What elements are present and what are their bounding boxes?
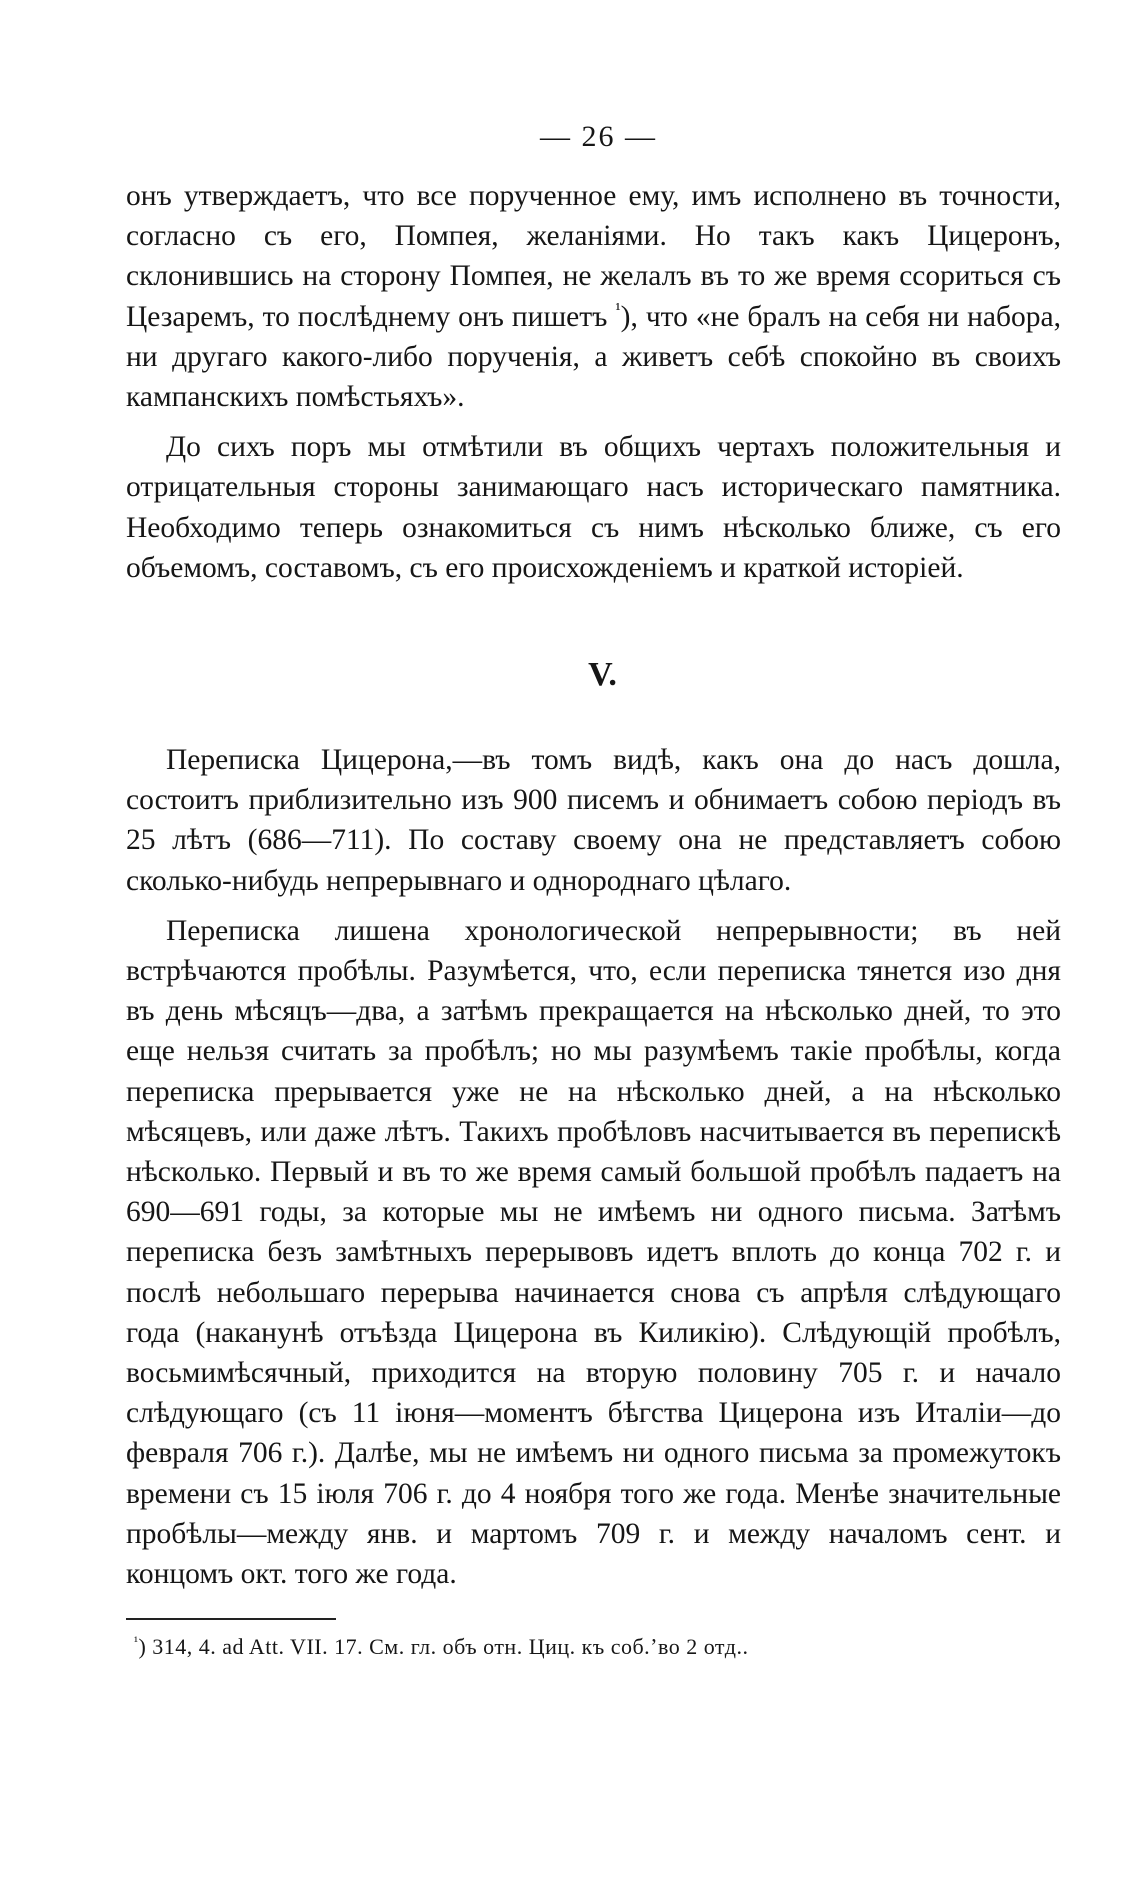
- paragraph: Переписка Цицерона,—въ томъ видѣ, какъ она до насъ дошла, состоитъ приблизительно изъ 900 писемъ и обнимаетъ собою періодъ въ 25 лѣтъ (686—711). По составу своему она не представляетъ собою сколько-нибудь непрерывнаго и однороднаго цѣлаго.: [126, 744, 1061, 897]
- paragraph: Переписка лишена хронологической непрерывности; въ ней встрѣчаются пробѣлы. Разумѣется, что, если переписка тянется изо дня въ день мѣсяцъ—два, а затѣмъ прекращается на нѣсколько дней, то это еще нельзя считать за пробѣлъ; но мы разумѣемъ такіе пробѣлы, когда переписка прерывается уже не на нѣсколько дней, а на нѣсколько мѣсяцевъ, или даже лѣтъ. Такихъ пробѣловъ насчитывается въ перепискѣ нѣсколько. Первый и въ то же время самый большой пробѣлъ падаетъ на 690—691 годы, за которые мы не имѣемъ ни одного письма. Затѣмъ переписка безъ замѣтныхъ перерывовъ идетъ вплоть до конца 702 г. и послѣ небольшаго перерыва начинается снова съ апрѣля слѣдующаго года (наканунѣ отъѣзда Цицерона въ Киликію). Слѣдующій пробѣлъ, восьмимѣсячный, приходится на вторую половину 705 г. и начало слѣдующаго (съ 11 іюня—моментъ бѣгства Цицерона изъ Италіи—до февраля 706 г.). Далѣе, мы не имѣемъ ни одного письма за промежутокъ времени съ 15 іюля 706 г. до 4 ноября того же года. Менѣе значительные пробѣлы—между янв. и мартомъ 709 г. и между началомъ сент. и концомъ окт. того же года.: [126, 914, 1061, 1591]
- paragraph-text: онъ утверждаетъ, что все порученное ему, имъ исполнено въ точности, согласно съ его, Помпея, желаніями. Но такъ какъ Цицеронъ, склонившись на сторону Помпея, не желалъ въ то же время ссориться съ Цезаремъ, то послѣднему онъ пишетъ: [126, 180, 1061, 333]
- footnote-divider: [126, 1618, 336, 1620]
- footnote: [134, 1632, 1061, 1662]
- footnote-marker: ¹: [134, 1633, 139, 1649]
- page-number: — 26 —: [540, 120, 657, 153]
- footnote-reference: ¹: [615, 298, 621, 319]
- paragraph-continuation: [126, 176, 1061, 417]
- paragraph-gap: [126, 901, 1061, 911]
- book-page: [126, 120, 1061, 1662]
- body-text: [126, 176, 1061, 1594]
- paragraph-text-tail: ), что «не бралъ на себя ни набора, ни другаго какого-либо порученія, а живетъ себѣ спокойно въ своихъ кампанскихъ помѣстьяхъ».: [126, 300, 1061, 414]
- footnote-text: ) 314, 4. ad Att. VII. 17. См. гл. объ отн. Циц. къ соб.ʼво 2 отд..: [138, 1634, 749, 1660]
- paragraph-gap: [126, 417, 1061, 427]
- chapter-heading: V.: [588, 656, 617, 694]
- paragraph: До сихъ поръ мы отмѣтили въ общихъ чертахъ положительныя и отрицательныя стороны занимающаго насъ историческаго памятника. Необходимо теперь ознакомиться съ нимъ нѣсколько ближе, съ его объемомъ, составомъ, съ его происхожденіемъ и краткой исторіей.: [126, 431, 1061, 584]
